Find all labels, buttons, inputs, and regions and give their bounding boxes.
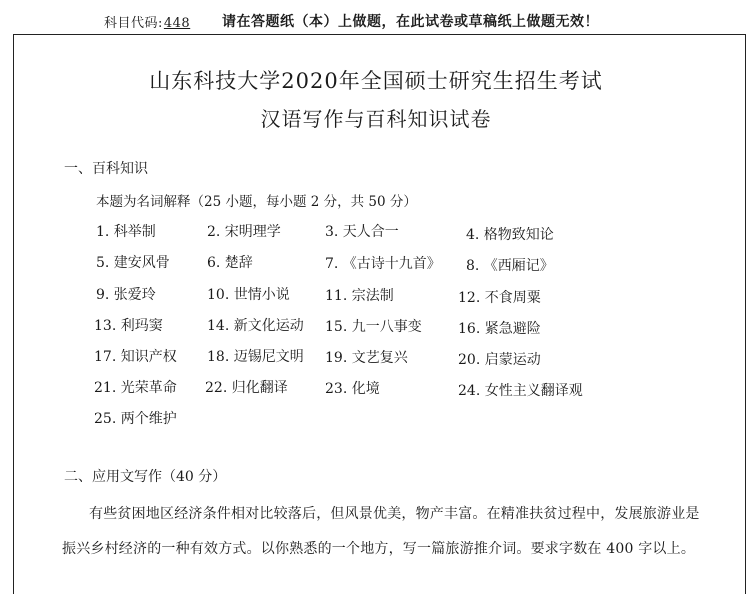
- term-item: 10. 世情小说: [207, 287, 290, 303]
- term-item: 21. 光荣革命: [94, 380, 177, 396]
- exam-title: 山东科技大学2020年全国硕士研究生招生考试: [149, 69, 603, 93]
- term-item: 20. 启蒙运动: [458, 352, 541, 368]
- term-item: 7. 《古诗十九首》: [325, 256, 441, 272]
- subject-code-label: 科目代码:: [104, 16, 163, 31]
- term-item: 15. 九一八事变: [325, 319, 422, 335]
- term-item: 25. 两个维护: [94, 411, 177, 427]
- term-item: 19. 文艺复兴: [325, 350, 408, 366]
- term-item: 1. 科举制: [96, 224, 156, 240]
- term-item: 22. 归化翻译: [205, 380, 288, 396]
- term-item: 2. 宋明理学: [207, 224, 281, 240]
- term-item: 6. 楚辞: [207, 255, 253, 271]
- term-item: 24. 女性主义翻译观: [458, 383, 583, 399]
- subject-code-number: 448: [163, 16, 191, 31]
- term-item: 4. 格物致知论: [466, 227, 554, 243]
- term-item: 13. 利玛窦: [94, 318, 163, 334]
- section-1-instruction: 本题为名词解释（25 小题，每小题 2 分，共 50 分）: [96, 194, 417, 210]
- term-item: 23. 化境: [325, 381, 380, 397]
- exam-subtitle: 汉语写作与百科知识试卷: [260, 107, 492, 131]
- term-item: 17. 知识产权: [94, 349, 177, 365]
- term-item: 14. 新文化运动: [207, 318, 304, 334]
- term-item: 9. 张爱玲: [96, 287, 156, 303]
- answer-sheet-warning: 请在答题纸（本）上做题，在此试卷或草稿纸上做题无效！: [222, 14, 599, 30]
- term-item: 5. 建安风骨: [96, 255, 170, 271]
- section-2-heading: 二、应用文写作（40 分）: [64, 469, 227, 485]
- subject-code: [104, 12, 190, 31]
- term-item: 8. 《西厢记》: [466, 258, 554, 274]
- section-1-heading: 一、百科知识: [64, 161, 148, 177]
- term-item: 11. 宗法制: [325, 288, 394, 304]
- section-2-paragraph-line-2: 振兴乡村经济的一种有效方式。以你熟悉的一个地方，写一篇旅游推介词。要求字数在 400 字以上。: [62, 541, 696, 557]
- term-item: 16. 紧急避险: [458, 321, 541, 337]
- term-item: 3. 天人合一: [325, 224, 399, 240]
- section-2-paragraph-line-1: 有些贫困地区经济条件相对比较落后，但风景优美，物产丰富。在精准扶贫过程中，发展旅游业是: [89, 506, 700, 522]
- term-item: 18. 迈锡尼文明: [207, 349, 304, 365]
- term-item: 12. 不食周粟: [458, 290, 541, 306]
